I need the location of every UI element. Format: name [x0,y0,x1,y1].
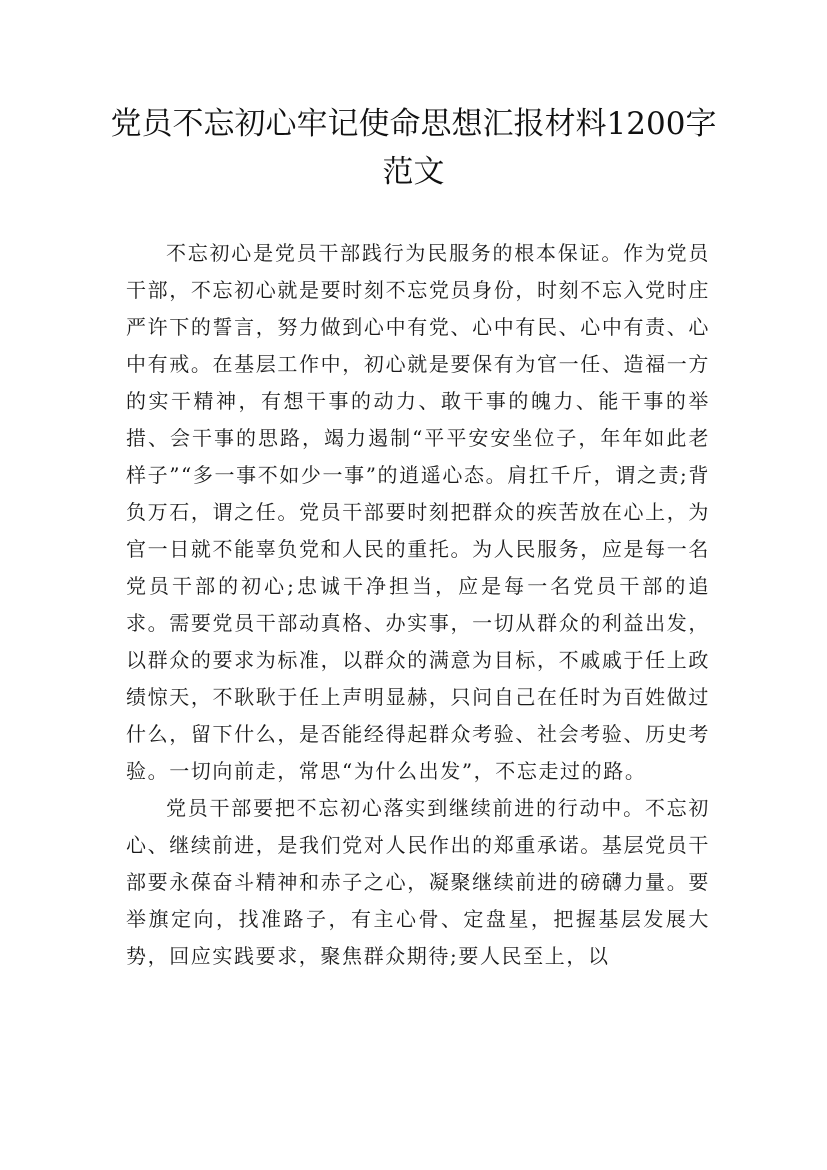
document-body [126,235,710,975]
paragraph-2: 党员干部要把不忘初心落实到继续前进的行动中。不忘初心、继续前进，是我们党对人民作出的郑重承诺。基层党员干部要永葆奋斗精神和赤子之心，凝聚继续前进的磅礴力量。要举旗定向，找准路子，有主心骨、定盘星，把握基层发展大势，回应实践要求，聚焦群众期待;要人民至上，以 [126,796,710,968]
paragraph-1: 不忘初心是党员干部践行为民服务的根本保证。作为党员干部，不忘初心就是要时刻不忘党员身份，时刻不忘入党时庄严许下的誓言，努力做到心中有党、心中有民、心中有责、心中有戒。在基层工作中，初心就是要保有为官一任、造福一方的实干精神，有想干事的动力、敢干事的魄力、能干事的举措、会干事的思路，竭力遏制“平平安安坐位子，年年如此老样子”“多一事不如少一事”的逍遥心态。肩扛千斤，谓之责;背负万石，谓之任。党员干部要时刻把群众的疾苦放在心上，为官一日就不能辜负党和人民的重托。为人民服务，应是每一名党员干部的初心;忠诚干净担当，应是每一名党员干部的追求。需要党员干部动真格、办实事，一切从群众的利益出发，以群众的要求为标准，以群众的满意为目标，不戚戚于任上政绩惊天，不耿耿于任上声明显赫，只问自己在任时为百姓做过什么，留下什么，是否能经得起群众考验、社会考验、历史考验。一切向前走，常思“为什么出发”，不忘走过的路。 [126,241,710,783]
document-title: 党员不忘初心牢记使命思想汇报材料1200字范文 [110,106,717,190]
